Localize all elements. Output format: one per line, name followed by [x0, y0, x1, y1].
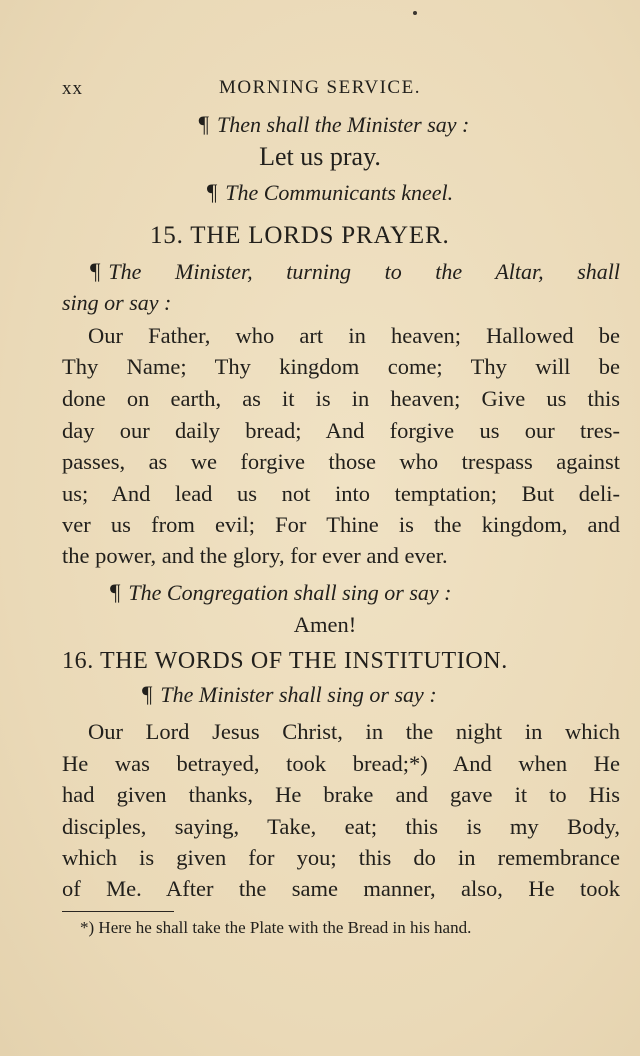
rubric-minister-sing — [142, 682, 437, 708]
institution-line: of Me. After the same manner, also, He took — [62, 876, 620, 901]
rubric-congregation — [110, 580, 452, 606]
response-amen: Amen! — [293, 612, 357, 637]
prayer-line: done on earth, as it is in heaven; Give us this — [62, 386, 620, 411]
institution-line: Our Lord Jesus Christ, in the night in which — [88, 719, 620, 744]
institution-line: disciples, saying, Take, eat; this is my Body, — [62, 814, 620, 839]
rubric-minister-turning — [90, 259, 620, 285]
rubric-text: The Communicants kneel. — [225, 180, 454, 205]
running-head: MORNING SERVICE. — [219, 77, 421, 98]
prayer-line: ver us from evil; For Thine is the kingdom, and — [62, 512, 620, 537]
footnote-rule — [62, 911, 174, 912]
prayer-line: the power, and the glory, for ever and ever. — [62, 543, 448, 568]
prayer-line: day our daily bread; And forgive us our tres- — [62, 418, 620, 443]
prayer-line: Thy Name; Thy kingdom come; Thy will be — [62, 354, 620, 379]
ink-speck — [413, 11, 417, 15]
institution-line: which is given for you; this do in remembrance — [62, 845, 620, 870]
rubric-text: The Congregation shall sing or say : — [128, 580, 452, 605]
rubric-text: Then shall the Minister say : — [217, 112, 470, 137]
prayer-line: passes, as we forgive those who trespass against — [62, 449, 620, 474]
pilcrow-icon: ¶ — [206, 180, 218, 205]
rubric-text: The Minister, turning to the Altar, shall — [108, 259, 620, 284]
rubric-communicants-kneel — [0, 180, 640, 206]
rubric-minister-say — [0, 112, 640, 138]
prayer-line: Our Father, who art in heaven; Hallowed be — [88, 323, 620, 348]
pilcrow-icon: ¶ — [110, 580, 121, 605]
section-heading-institution: 16. THE WORDS OF THE INSTITUTION. — [62, 648, 508, 674]
rubric-text: The Minister shall sing or say : — [160, 682, 437, 707]
institution-line: had given thanks, He brake and gave it to His — [62, 782, 620, 807]
page-number: xx — [62, 78, 83, 99]
institution-line: He was betrayed, took bread;*) And when He — [62, 751, 620, 776]
prayer-line: us; And lead us not into temptation; But deli- — [62, 481, 620, 506]
footnote: *) Here he shall take the Plate with the Bread in his hand. — [80, 918, 472, 937]
pilcrow-icon: ¶ — [198, 112, 210, 137]
pilcrow-icon: ¶ — [142, 682, 153, 707]
versicle-let-us-pray: Let us pray. — [259, 142, 381, 171]
section-heading-lords-prayer: 15. THE LORDS PRAYER. — [150, 222, 450, 249]
rubric-sing-or-say: sing or say : — [62, 290, 172, 315]
pilcrow-icon: ¶ — [90, 259, 101, 284]
